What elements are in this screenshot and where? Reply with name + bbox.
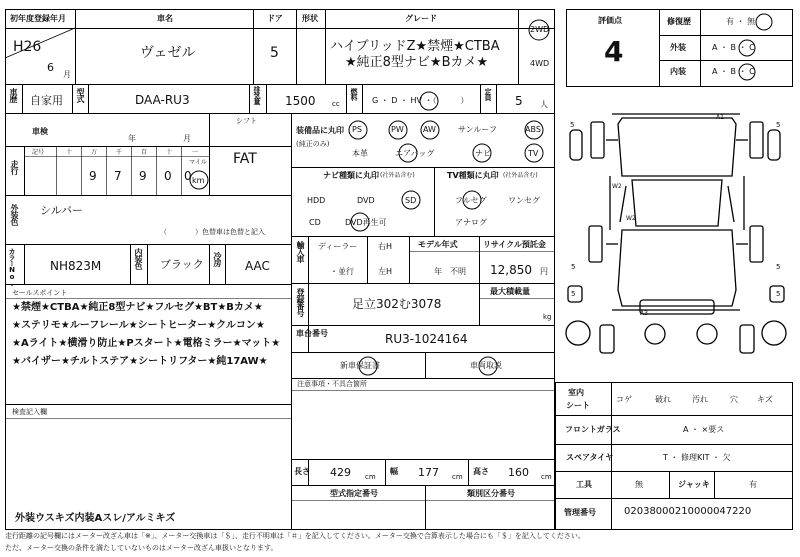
notes-label: 注意事項・不具合箇所: [297, 380, 367, 388]
reg-month: 6: [47, 61, 54, 74]
mile-unit-label: マイル: [189, 159, 207, 166]
interior-label: 内装色: [134, 248, 143, 269]
month-unit: 月: [63, 70, 71, 79]
ac-value: AAC: [245, 259, 270, 273]
windshield-label: フロントガラス: [565, 425, 621, 434]
height-value: 160: [508, 466, 529, 479]
ext-label: 外装: [670, 43, 686, 52]
score-label: 評価点: [598, 16, 622, 25]
ext-options: A ・ B ・ C: [712, 43, 755, 52]
footer-note-1: 走行距離の記号欄にはメーター改ざん車は「※」、メーター交換車は「＄」、走行不明車は「＃」を記入してください。メーター交換で合算表示した場合にも「＄」を記入してください。: [5, 532, 585, 540]
height-label: 高さ: [473, 467, 489, 476]
class-no-label: 類別区分番号: [467, 489, 515, 498]
displacement-label: 排気量: [253, 86, 261, 104]
km-unit: km: [192, 176, 205, 185]
mile-unit-col: 十: [166, 149, 173, 156]
reg-year-label: 初年度登録年月: [10, 14, 66, 23]
equip-item: PW: [391, 125, 404, 134]
parallel-label: ・並行: [330, 267, 354, 276]
navi-item: SD: [405, 196, 417, 205]
diagram-mark: A3: [640, 310, 648, 317]
manual: 車両取説: [470, 361, 502, 370]
tv-sub: (社外品含む): [503, 172, 538, 179]
sales-line: ★バイザー★チルトステア★シートリフター★純17AW★: [12, 356, 268, 367]
length-value: 429: [330, 466, 351, 479]
import-label: 輸入車: [296, 241, 305, 262]
grade-label: グレード: [405, 14, 437, 23]
color-note: （ ）色替車は色替と記入: [160, 228, 265, 236]
model-value: DAA-RU3: [135, 93, 190, 107]
max-load-label: 最大積載量: [490, 287, 530, 296]
inspector-note: 外装ウスキズ内装Aスレ/アルミキズ: [15, 513, 176, 524]
reg-era: H26: [13, 39, 42, 55]
grade-line-2: ★純正8型ナビ★Bカメ★: [345, 55, 489, 70]
tv-item: フルセグ: [455, 196, 487, 205]
mileage-digit: 9: [139, 169, 147, 183]
grade-line-1: ハイブリッドZ★禁煙★CTBA: [330, 39, 500, 54]
mile-unit-col: 一: [192, 149, 199, 156]
use-value: 自家用: [30, 94, 63, 107]
sales-line: ★ステリモ★ルーフレール★シートヒーター★クルコン★: [12, 320, 265, 331]
jack-value: 有: [749, 480, 757, 489]
equip-sub: (純正のみ): [296, 140, 330, 148]
car-name-label: 車名: [157, 14, 173, 23]
drive-4wd: 4WD: [530, 59, 550, 68]
use-label: 車歴: [9, 88, 18, 102]
inspector-label: 検査記入欄: [12, 408, 47, 416]
equip-label: 装備品に丸印: [296, 126, 344, 135]
sales-label: セールスポイント: [12, 289, 68, 297]
diagram-mark: W2: [612, 183, 622, 190]
tools-value: 無: [635, 480, 643, 489]
model-year-label: モデル年式: [418, 240, 458, 249]
equip-item: ABS: [525, 125, 541, 134]
mile-unit-col: 百: [141, 149, 148, 156]
int-options: A ・ B ・ C: [712, 67, 755, 76]
diagram-mark: 5: [570, 121, 575, 129]
navi-item: CD: [309, 218, 321, 227]
diagram-mark: 5: [571, 263, 576, 271]
diagram-mark: A1: [716, 114, 724, 121]
mileage-label: 走行: [10, 160, 19, 174]
persons-unit: 人: [540, 100, 548, 109]
mile-unit-col: 千: [116, 149, 123, 156]
cc-unit: cc: [332, 100, 340, 108]
diagram-mark: 5: [776, 121, 781, 129]
recycle-value: 12,850: [490, 263, 532, 277]
seat-label: 室内: [568, 388, 584, 397]
drive-2wd: 2WD: [530, 25, 550, 34]
displacement-value: 1500: [285, 94, 316, 108]
diagram-mark: 5: [776, 290, 781, 298]
tv-item: ワンセグ: [508, 196, 540, 205]
shaken-month-unit: 月: [183, 134, 191, 143]
mile-unit-col: 十: [66, 149, 73, 156]
reg-no-label: 登録番号: [296, 288, 305, 316]
shift-label: シフト: [236, 117, 257, 125]
repair-label: 修復歴: [667, 17, 691, 26]
door-count: 5: [270, 45, 279, 61]
navi-label: ナビ種類に丸印: [323, 171, 379, 180]
int-label: 内装: [670, 67, 686, 76]
tools-label: 工具: [576, 480, 592, 489]
fuel-options: G ・ D ・ HV ・（ ）: [372, 96, 469, 105]
diagram-mark: 5: [776, 263, 781, 271]
door-label: ドア: [267, 14, 283, 23]
reg-no-value: 足立302む3078: [352, 297, 442, 311]
ac-label: 冷房: [213, 252, 222, 266]
fuel-label: 燃料: [350, 88, 358, 100]
footer-note-2: ただ、メーター交換の条件を満たしていないものはメーター改ざん車扱いとなります。: [5, 544, 278, 552]
mileage-head: 記号: [32, 149, 45, 156]
equip-item: ナビ: [475, 149, 491, 158]
seat-option: 穴: [730, 395, 738, 404]
navi-item: DVD: [357, 196, 375, 205]
equip-item: AW: [423, 125, 436, 134]
color-no-label: カラーNo.: [8, 248, 16, 287]
score-value: 4: [604, 35, 624, 68]
seat-label-2: シート: [566, 401, 590, 410]
jack-label: ジャッキ: [678, 480, 710, 489]
chassis-label: 車台番号: [296, 329, 328, 338]
shaken-year-unit: 年: [128, 134, 136, 143]
cm-unit: cm: [541, 473, 552, 481]
mileage-digit: 0: [184, 169, 192, 183]
shaken-label: 車検: [32, 127, 48, 136]
type-no-label: 型式指定番号: [330, 489, 378, 498]
shift-value: FAT: [233, 151, 257, 167]
repair-options: 有 ・ 無: [726, 17, 756, 26]
mileage-digit: 9: [89, 169, 97, 183]
equip-item: PS: [352, 125, 362, 134]
capacity-label: 定員: [484, 88, 492, 100]
width-label: 幅: [390, 467, 398, 476]
diagram-mark: W2: [626, 215, 636, 222]
kg-unit: kg: [543, 313, 552, 321]
yen-unit: 円: [540, 267, 548, 276]
spare-label: スペアタイヤ: [566, 453, 614, 462]
mgmt-value: 02038000210000047220: [624, 506, 752, 517]
equip-item: サンルーフ: [458, 125, 497, 134]
tv-label: TV種類に丸印: [447, 171, 499, 180]
seat-option: 破れ: [655, 395, 671, 404]
cm-unit: cm: [452, 473, 463, 481]
chassis-value: RU3-1024164: [385, 332, 468, 346]
new-warranty: 新車保証書: [340, 361, 380, 370]
interior-value: ブラック: [160, 258, 204, 271]
equip-item: 本革: [352, 149, 368, 158]
windshield-options: A ・ ×要ス: [683, 425, 725, 434]
diagram-mark: 5: [571, 290, 576, 298]
length-label: 長さ: [294, 467, 310, 476]
dealer-label: ディーラー: [318, 242, 358, 251]
color-no-value: NH823M: [50, 259, 102, 273]
navi-item: DVD再生可: [345, 218, 387, 227]
model-label: 型式: [76, 88, 85, 102]
color-value: シルバー: [40, 204, 83, 217]
color-label: 外装色: [10, 204, 19, 225]
mgmt-label: 管理番号: [564, 508, 596, 517]
lhd-label: 左H: [378, 267, 393, 276]
rhd-label: 右H: [378, 242, 393, 251]
seat-option: 汚れ: [692, 395, 708, 404]
navi-sub: (社外品含む): [380, 172, 415, 179]
equip-item: TV: [528, 149, 539, 158]
mileage-digit: 7: [114, 169, 122, 183]
shape-label: 形状: [302, 14, 318, 23]
seat-option: コゲ: [616, 395, 632, 404]
tv-item: アナログ: [455, 218, 487, 227]
mileage-digit: 0: [164, 169, 172, 183]
seat-option: キズ: [757, 395, 773, 404]
recycle-label: リサイクル預託金: [483, 240, 546, 249]
model-year-value: 年 不明: [434, 267, 466, 276]
cm-unit: cm: [365, 473, 376, 481]
sales-line: ★Aライト★横滑り防止★Pスタート★電格ミラー★マット★: [12, 338, 281, 349]
mile-unit-col: 万: [91, 149, 98, 156]
car-diagram: [566, 114, 786, 353]
spare-options: T ・ 修理KIT ・ 欠: [663, 453, 731, 462]
navi-item: HDD: [307, 196, 326, 205]
sales-line: ★禁煙★CTBA★純正8型ナビ★フルセグ★BT★Bカメ★: [12, 302, 263, 313]
car-name: ヴェゼル: [140, 45, 196, 61]
width-value: 177: [418, 466, 439, 479]
capacity-value: 5: [515, 94, 523, 108]
equip-item: エアバッグ: [395, 149, 435, 158]
